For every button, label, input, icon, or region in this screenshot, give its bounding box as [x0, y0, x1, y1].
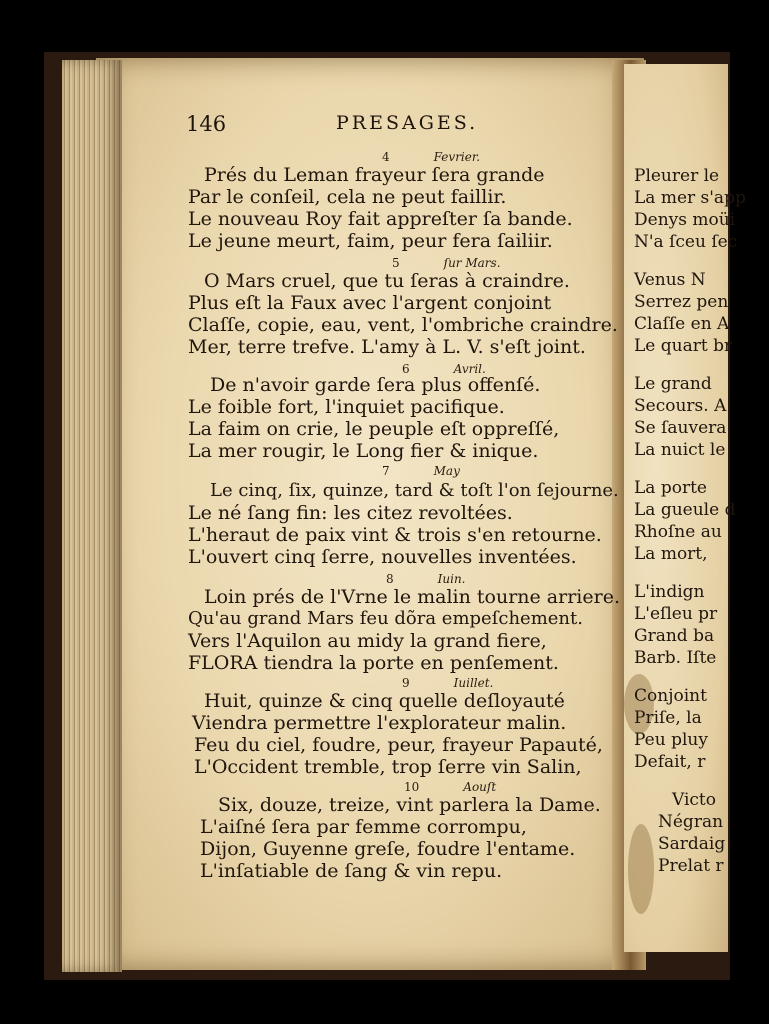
stanza-month: Aouſt: [463, 780, 497, 794]
verse-line: Qu'au grand Mars feu dõra empeſchement.: [188, 608, 583, 629]
right-line: Claſſe en A: [634, 314, 730, 334]
stanza-month: Avril.: [453, 362, 486, 376]
right-line: La nuict le: [634, 440, 726, 460]
verse-line: Le cinq, ſix, quinze, tard & toſt l'on ſejourne.: [210, 480, 619, 501]
verse-line: De n'avoir garde ſera plus offenſé.: [210, 374, 541, 396]
stanza-marker: [404, 780, 496, 794]
right-line: La mort,: [634, 544, 708, 564]
right-line: Se ſauvera: [634, 418, 727, 438]
verse-line: Dijon, Guyenne greſe, foudre l'entame.: [200, 838, 576, 860]
stanza-marker: [386, 572, 466, 586]
right-line: Grand ba: [634, 626, 715, 646]
verse-line: Claſſe, copie, eau, vent, l'ombriche craindre.: [188, 314, 618, 336]
right-line: L'eſleu pr: [634, 604, 718, 624]
right-line: Sardaig: [658, 834, 726, 854]
verse-line: Huit, quinze & cinq quelle deſloyauté: [204, 690, 565, 712]
verse-line: Le nouveau Roy fait appreſter ſa bande.: [188, 208, 573, 230]
right-line: Barb. Iſte: [634, 648, 717, 668]
stanza-number: 8: [386, 572, 394, 586]
verse-line: Le jeune meurt, faim, peur fera ſailiir.: [188, 230, 553, 252]
stanza-number: 5: [392, 256, 400, 270]
right-page: [624, 64, 746, 952]
stanza-number: 9: [402, 676, 410, 690]
right-line: Venus N: [634, 270, 706, 290]
stanza-marker: [402, 676, 493, 690]
right-line: Priſe, la: [634, 708, 702, 728]
verse-line: L'inſatiable de ſang & vin repu.: [200, 860, 503, 882]
stanza-month: ſur Mars.: [443, 256, 501, 270]
verse-line: La faim on crie, le peuple eſt oppreſſé,: [188, 418, 560, 440]
right-line: Le quart br: [634, 336, 733, 356]
verse-line: Feu du ciel, foudre, peur, frayeur Papauté,: [194, 734, 603, 756]
water-stain: [628, 824, 654, 914]
verse-line: Le né ſang fin: les citez revoltées.: [188, 502, 513, 524]
right-line: Prelat r: [658, 856, 724, 876]
verse-line: Prés du Leman frayeur ſera grande: [204, 164, 545, 186]
right-line: L'indign: [634, 582, 705, 602]
verse-line: Le foible fort, l'inquiet pacifique.: [188, 396, 505, 418]
page-edges: [62, 60, 122, 972]
right-line: Rhoſne au: [634, 522, 722, 542]
stanza-number: 4: [382, 150, 390, 164]
verse-line: L'aiſné ſera par femme corrompu,: [200, 816, 527, 838]
verse-line: Mer, terre trefve. L'amy à L. V. s'eſt joint.: [188, 336, 586, 358]
right-line: Victo: [672, 790, 717, 810]
right-line: Denys moüi: [634, 210, 736, 230]
right-line: Le grand: [634, 374, 712, 394]
right-line: Conjoint: [634, 686, 707, 706]
right-line: La porte: [634, 478, 707, 498]
running-title: PRESAGES.: [336, 112, 479, 134]
stanza-marker: [382, 150, 480, 164]
verse-line: La mer rougir, le Long fier & inique.: [188, 440, 539, 462]
verse-line: FLORA tiendra la porte en penſement.: [188, 652, 559, 674]
verse-line: Six, douze, treize, vint parlera la Dame.: [218, 794, 601, 816]
verse-line: O Mars cruel, que tu ſeras à craindre.: [204, 270, 570, 292]
right-line: Secours. A: [634, 396, 727, 416]
stanza-marker: [382, 464, 460, 478]
right-line: Peu pluy: [634, 730, 708, 750]
verse-line: Vers l'Aquilon au midy la grand fiere,: [188, 630, 547, 652]
stanza-month: Iuillet.: [453, 676, 494, 690]
right-line: La gueule d: [634, 500, 736, 520]
right-line: Négran: [658, 812, 724, 832]
verse-line: Viendra permettre l'explorateur malin.: [192, 712, 567, 734]
verse-line: Par le conſeil, cela ne peut faillir.: [188, 186, 507, 208]
page-number: 146: [186, 112, 227, 136]
stanza-number: 7: [382, 464, 390, 478]
stanza-month: Fevrier.: [433, 150, 481, 164]
right-line: Defait, r: [634, 752, 706, 772]
stanza-number: 6: [402, 362, 410, 376]
stanza-month: Iuin.: [437, 572, 466, 586]
stanza-marker: [392, 256, 501, 270]
stanza-number: 10: [404, 780, 420, 794]
verse-line: L'ouvert cinq ſerre, nouvelles inventées.: [188, 546, 577, 568]
verse-line: Plus eſt la Faux avec l'argent conjoint: [188, 292, 552, 314]
right-line: Pleurer le: [634, 166, 720, 186]
verse-line: Loin prés de l'Vrne le malin tourne arriere.: [204, 586, 620, 608]
stanza-month: May: [433, 464, 460, 478]
right-line: La mer s'app: [634, 188, 746, 208]
verse-line: L'Occident tremble, trop ſerre vin Salin,: [194, 756, 582, 778]
right-line: N'a ſceu ſec: [634, 232, 738, 252]
right-line: Serrez pen: [634, 292, 729, 312]
verse-line: L'heraut de paix vint & trois s'en retourne.: [188, 524, 602, 546]
